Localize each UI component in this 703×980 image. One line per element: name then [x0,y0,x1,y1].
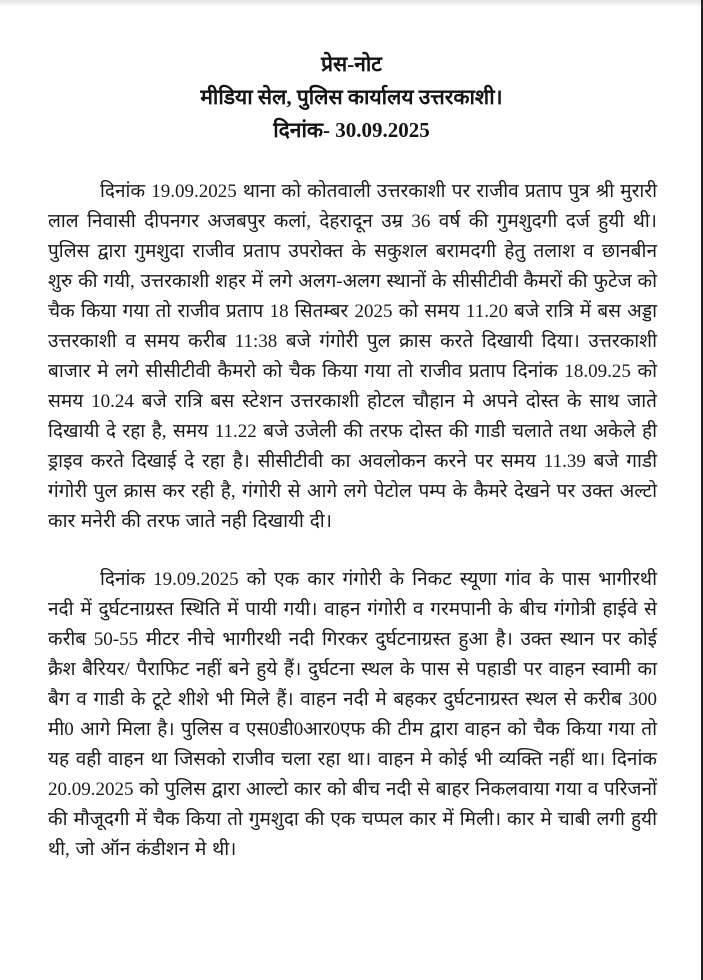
document-header [0,0,703,147]
document-title: प्रेस-नोट [321,52,382,76]
page-top-edge [0,0,703,7]
paragraph-accident-recovery: दिनांक 19.09.2025 को एक कार गंगोरी के निकट स्यूणा गांव के पास भागीरथी नदी में दुर्घटनाग्रस्त स्थिति में पायी गयी। वाहन गंगोरी व गरमपानी के बीच गंगोत्री हाईवे से करीब 50-55 मीटर नीचे भागीरथी नदी गिरकर दुर्घटनाग्रस्त हुआ है। उक्त स्थान पर कोई क्रैश बैरियर/ पैराफिट नहीं बने हुये हैं। दुर्घटना स्थल के पास से पहाडी पर वाहन स्वामी का बैग व गाडी के टूटे शीशे भी मिले हैं। वाहन नदी मे बहकर दुर्घटनाग्रस्त स्थल से करीब 300 मी0 आगे मिला है। पुलिस व एस0डी0आर0एफ की टीम द्वारा वाहन को चैक किया गया तो यह वही वाहन था जिसको राजीव चला रहा था। वाहन मे कोई भी व्यक्ति नहीं था। दिनांक 20.09.2025 को पुलिस द्वारा आल्टो कार को बीच नदी से बाहर निकलवाया गया व परिजनों की मौजूदगी में चैक किया तो गुमशुदा की एक चप्पल कार में मिली। कार मे चाबी लगी हुयी थी, जो ऑन कंडीशन मे थी। [48,569,657,860]
document-body [0,177,703,865]
paragraph-cctv-search: दिनांक 19.09.2025 थाना को कोतवाली उत्तरकाशी पर राजीव प्रताप पुत्र श्री मुरारी लाल निवासी दीपनगर अजबपुर कलां, देहरादून उम्र 36 वर्ष की गुमशुदगी दर्ज हुयी थी। पुलिस द्वारा गुमशुदा राजीव प्रताप उपरोक्त के सकुशल बरामदगी हेतु तलाश व छानबीन शुरु की गयी, उत्तरकाशी शहर में लगे अलग-अलग स्थानों के सीसीटीवी कैमरों की फुटेज को चैक किया गया तो राजीव प्रताप 18 सितम्बर 2025 को समय 11.20 बजे रात्रि में बस अड्डा उत्तरकाशी व समय करीब 11:38 बजे गंगोरी पुल क्रास करते दिखायी दिया। उत्तरकाशी बाजार मे लगे सीसीटीवी कैमरो को चैक किया गया तो राजीव प्रताप दिनांक 18.09.25 को समय 10.24 बजे रात्रि बस स्टेशन उत्तरकाशी होटल चौहान मे अपने दोस्त के साथ जाते दिखायी दे रहा है, समय 11.22 बजे उजेली की तरफ दोस्त की गाडी चलाते तथा अकेले ही ड्राइव करते दिखाई दे रहा है। सीसीटीवी का अवलोकन करने पर समय 11.39 बजे गाडी गंगोरी पुल क्रास कर रही है, गंगोरी से आगे लगे पेटोल पम्प के कैमरे देखने पर उक्त अल्टो कार मनेरी की तरफ जाते नही दिखायी दी। [48,181,657,532]
document-date: दिनांक- 30.09.2025 [273,118,430,142]
document-office-line: मीडिया सेल, पुलिस कार्यालय उत्तरकाशी। [200,85,503,109]
